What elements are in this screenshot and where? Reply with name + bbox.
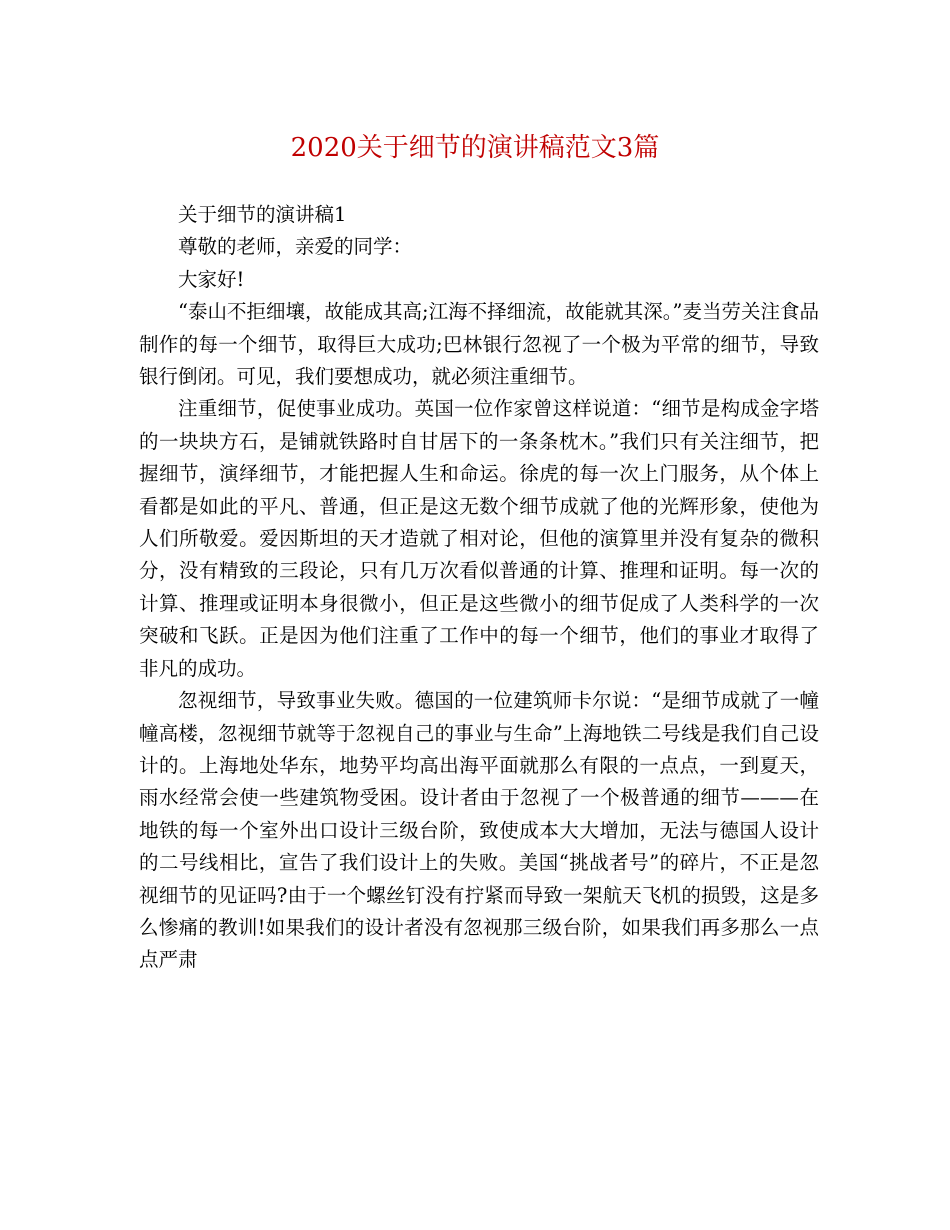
paragraph-success: 注重细节，促使事业成功。英国一位作家曾这样说道：“细节是构成金字塔的一块块方石，是铺就铁路时自甘居下的一条条枕木。”我们只有关注细节，把握细节，演绎细节，才能把握人生和命运。徐虎的每一次上门服务，从个体上看都是如此的平凡、普通，但正是这无数个细节成就了他的光辉形象，使他为人们所敬爱。爱因斯坦的天才造就了相对论，但他的演算里并没有复杂的微积分，没有精致的三段论，只有几万次看似普通的计算、推理和证明。每一次的计算、推理或证明本身很微小，但正是这些微小的细节促成了人类科学的一次突破和飞跃。正是因为他们注重了工作中的每一个细节，他们的事业才取得了非凡的成功。 [139, 397, 819, 680]
greeting: 大家好! [178, 267, 245, 291]
document-title: 2020关于细节的演讲稿范文3篇 [290, 133, 660, 163]
speech-heading: 关于细节的演讲稿1 [178, 203, 347, 226]
paragraph-failure: 忽视细节，导致事业失败。德国的一位建筑师卡尔说：“是细节成就了一幢幢高楼，忽视细节就等于忽视自己的事业与生命”上海地铁二号线是我们自己设计的。上海地处华东，地势平均高出海平面就那么有限的一点点，一到夏天，雨水经常会使一些建筑物受困。设计者由于忽视了一个极普通的细节———在地铁的每一个室外出口设计三级台阶，致使成本大大增加，无法与德国人设计的二号线相比，宣告了我们设计上的失败。美国“挑战者号”的碎片，不正是忽视细节的见证吗?由于一个螺丝钉没有拧紧而导致一架航天飞机的损毁，这是多么惨痛的教训!如果我们的设计者没有忽视那三级台阶，如果我们再多那么一点点严肃 [139, 689, 819, 972]
salutation: 尊敬的老师，亲爱的同学： [178, 235, 413, 259]
paragraph-intro: “泰山不拒细壤，故能成其高;江海不择细流，故能就其深。”麦当劳关注食品制作的每一个细节，取得巨大成功;巴林银行忽视了一个极为平常的细节，导致银行倒闭。可见，我们要想成功，就必须注重细节。 [139, 300, 819, 389]
document-body [139, 199, 819, 977]
